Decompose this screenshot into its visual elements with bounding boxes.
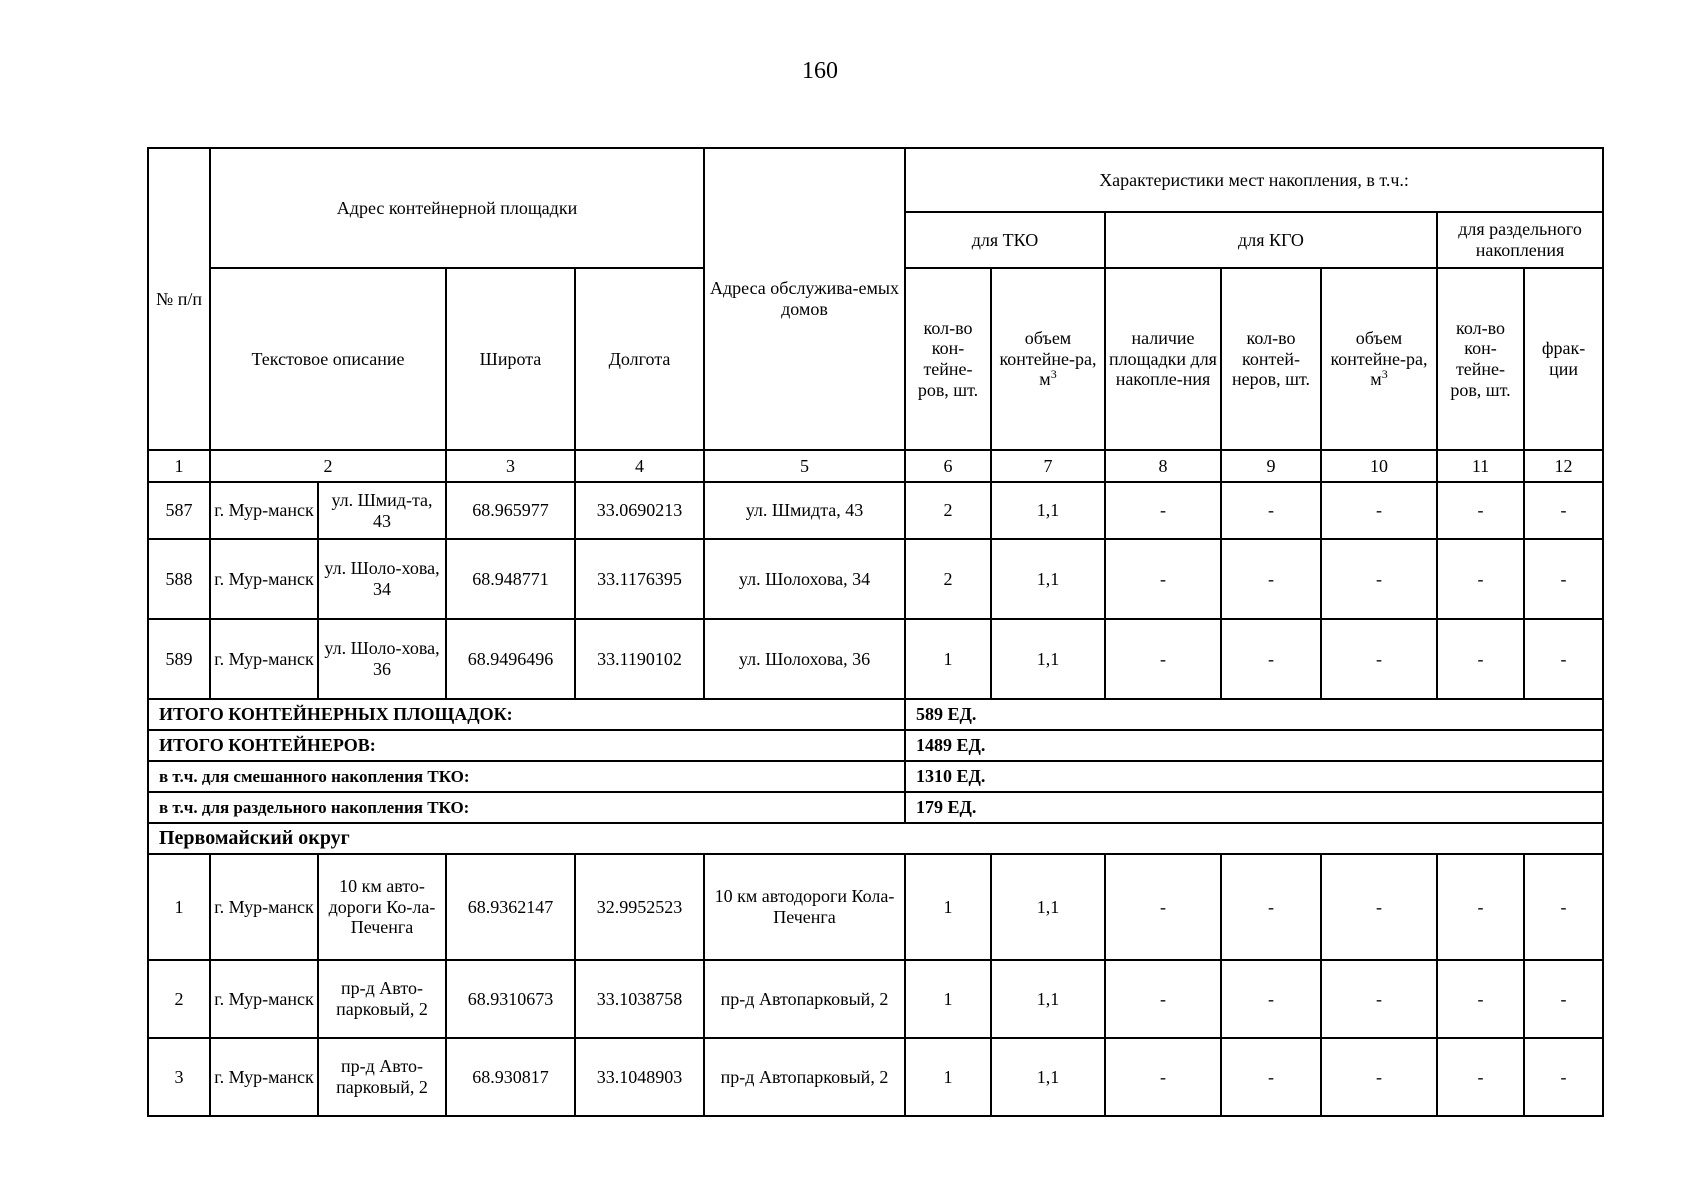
row-c6: 1 bbox=[905, 619, 991, 699]
row-city: г. Мур-манск bbox=[210, 960, 318, 1038]
row-c11: - bbox=[1437, 539, 1524, 619]
row-served: ул. Шмидта, 43 bbox=[704, 482, 905, 539]
row-c8: - bbox=[1105, 482, 1221, 539]
row-c12: - bbox=[1524, 854, 1603, 960]
header-col7 bbox=[991, 268, 1105, 450]
row-c7: 1,1 bbox=[991, 482, 1105, 539]
header-col10 bbox=[1321, 268, 1437, 450]
row-served: ул. Шолохова, 36 bbox=[704, 619, 905, 699]
row-c8: - bbox=[1105, 619, 1221, 699]
row-c6: 2 bbox=[905, 539, 991, 619]
header-kgo: для КГО bbox=[1105, 212, 1437, 268]
row-street: пр-д Авто-парковый, 2 bbox=[318, 1038, 446, 1116]
header-served-label: Адреса обслужива-емых домов bbox=[710, 278, 899, 319]
row-c11: - bbox=[1437, 960, 1524, 1038]
row-c10: - bbox=[1321, 482, 1437, 539]
index-cell: 4 bbox=[575, 450, 704, 482]
row-number: 588 bbox=[148, 539, 210, 619]
row-served: ул. Шолохова, 34 bbox=[704, 539, 905, 619]
row-c7: 1,1 bbox=[991, 539, 1105, 619]
total-value: 589 ЕД. bbox=[905, 699, 1603, 730]
row-city: г. Мур-манск bbox=[210, 482, 318, 539]
row-served: пр-д Автопарковый, 2 bbox=[704, 1038, 905, 1116]
row-c12: - bbox=[1524, 482, 1603, 539]
row-c7: 1,1 bbox=[991, 854, 1105, 960]
row-c9: - bbox=[1221, 960, 1321, 1038]
header-longitude: Долгота bbox=[575, 268, 704, 450]
index-cell: 6 bbox=[905, 450, 991, 482]
header-text-description: Текстовое описание bbox=[210, 268, 446, 450]
row-c8: - bbox=[1105, 539, 1221, 619]
row-number: 589 bbox=[148, 619, 210, 699]
row-served: 10 км автодороги Кола-Печенга bbox=[704, 854, 905, 960]
row-c12: - bbox=[1524, 1038, 1603, 1116]
table-row bbox=[148, 619, 1603, 699]
section-title: Первомайский округ bbox=[148, 823, 1603, 854]
row-c8: - bbox=[1105, 854, 1221, 960]
index-cell: 7 bbox=[991, 450, 1105, 482]
header-col7-sup: 3 bbox=[1050, 367, 1057, 382]
index-cell: 9 bbox=[1221, 450, 1321, 482]
row-c11: - bbox=[1437, 1038, 1524, 1116]
section-row bbox=[148, 823, 1603, 854]
column-index-row bbox=[148, 450, 1603, 482]
row-longitude: 32.9952523 bbox=[575, 854, 704, 960]
total-value: 1489 ЕД. bbox=[905, 730, 1603, 761]
table-row bbox=[148, 960, 1603, 1038]
row-c12: - bbox=[1524, 619, 1603, 699]
row-c9: - bbox=[1221, 854, 1321, 960]
index-cell: 5 bbox=[704, 450, 905, 482]
header-col7-text: объем контейне-ра, м bbox=[999, 327, 1097, 390]
row-latitude: 68.9310673 bbox=[446, 960, 575, 1038]
row-city: г. Мур-манск bbox=[210, 619, 318, 699]
row-c6: 1 bbox=[905, 1038, 991, 1116]
row-c9: - bbox=[1221, 482, 1321, 539]
row-c10: - bbox=[1321, 854, 1437, 960]
row-latitude: 68.948771 bbox=[446, 539, 575, 619]
total-label: ИТОГО КОНТЕЙНЕРНЫХ ПЛОЩАДОК: bbox=[148, 699, 905, 730]
row-c7: 1,1 bbox=[991, 619, 1105, 699]
row-c9: - bbox=[1221, 1038, 1321, 1116]
row-street: ул. Шмид-та, 43 bbox=[318, 482, 446, 539]
table-row bbox=[148, 1038, 1603, 1116]
row-longitude: 33.1038758 bbox=[575, 960, 704, 1038]
row-c9: - bbox=[1221, 539, 1321, 619]
index-cell: 2 bbox=[210, 450, 446, 482]
row-c12: - bbox=[1524, 539, 1603, 619]
header-col11: кол-во кон-тейне-ров, шт. bbox=[1437, 268, 1524, 450]
row-latitude: 68.9362147 bbox=[446, 854, 575, 960]
row-city: г. Мур-манск bbox=[210, 854, 318, 960]
total-label: ИТОГО КОНТЕЙНЕРОВ: bbox=[148, 730, 905, 761]
header-col12: фрак-ции bbox=[1524, 268, 1603, 450]
row-longitude: 33.1190102 bbox=[575, 619, 704, 699]
row-c12: - bbox=[1524, 960, 1603, 1038]
index-cell: 1 bbox=[148, 450, 210, 482]
total-row bbox=[148, 761, 1603, 792]
row-c10: - bbox=[1321, 1038, 1437, 1116]
header-col8: наличие площадки для накопле-ния bbox=[1105, 268, 1221, 450]
row-c7: 1,1 bbox=[991, 1038, 1105, 1116]
header-col10-text: объем контейне-ра, м bbox=[1330, 327, 1428, 390]
row-served: пр-д Автопарковый, 2 bbox=[704, 960, 905, 1038]
row-c10: - bbox=[1321, 619, 1437, 699]
row-c11: - bbox=[1437, 619, 1524, 699]
row-c8: - bbox=[1105, 1038, 1221, 1116]
row-street: пр-д Авто-парковый, 2 bbox=[318, 960, 446, 1038]
row-latitude: 68.930817 bbox=[446, 1038, 575, 1116]
total-row bbox=[148, 699, 1603, 730]
header-separate: для раздельного накопления bbox=[1437, 212, 1603, 268]
header-tko: для ТКО bbox=[905, 212, 1105, 268]
header-served-addresses bbox=[704, 148, 905, 450]
row-c11: - bbox=[1437, 854, 1524, 960]
row-c8: - bbox=[1105, 960, 1221, 1038]
row-c6: 2 bbox=[905, 482, 991, 539]
header-address: Адрес контейнерной площадки bbox=[210, 148, 704, 268]
index-cell: 10 bbox=[1321, 450, 1437, 482]
index-cell: 11 bbox=[1437, 450, 1524, 482]
row-number: 3 bbox=[148, 1038, 210, 1116]
table-row bbox=[148, 482, 1603, 539]
row-c7: 1,1 bbox=[991, 960, 1105, 1038]
index-cell: 8 bbox=[1105, 450, 1221, 482]
row-c9: - bbox=[1221, 619, 1321, 699]
total-row bbox=[148, 730, 1603, 761]
header-num: № п/п bbox=[148, 148, 210, 450]
header-col10-sup: 3 bbox=[1381, 367, 1388, 382]
total-value: 179 ЕД. bbox=[905, 792, 1603, 823]
row-c10: - bbox=[1321, 960, 1437, 1038]
row-number: 587 bbox=[148, 482, 210, 539]
header-col6: кол-во кон-тейне-ров, шт. bbox=[905, 268, 991, 450]
total-label: в т.ч. для раздельного накопления ТКО: bbox=[148, 792, 905, 823]
total-label: в т.ч. для смешанного накопления ТКО: bbox=[148, 761, 905, 792]
row-street: ул. Шоло-хова, 34 bbox=[318, 539, 446, 619]
row-street: ул. Шоло-хова, 36 bbox=[318, 619, 446, 699]
row-number: 1 bbox=[148, 854, 210, 960]
row-latitude: 68.9496496 bbox=[446, 619, 575, 699]
table-row bbox=[148, 539, 1603, 619]
index-cell: 3 bbox=[446, 450, 575, 482]
header-characteristics: Характеристики мест накопления, в т.ч.: bbox=[905, 148, 1603, 212]
row-longitude: 33.1176395 bbox=[575, 539, 704, 619]
total-value: 1310 ЕД. bbox=[905, 761, 1603, 792]
row-number: 2 bbox=[148, 960, 210, 1038]
row-city: г. Мур-манск bbox=[210, 1038, 318, 1116]
header-latitude: Широта bbox=[446, 268, 575, 450]
row-street: 10 км авто-дороги Ко-ла-Печенга bbox=[318, 854, 446, 960]
row-city: г. Мур-манск bbox=[210, 539, 318, 619]
row-longitude: 33.1048903 bbox=[575, 1038, 704, 1116]
index-cell: 12 bbox=[1524, 450, 1603, 482]
row-longitude: 33.0690213 bbox=[575, 482, 704, 539]
container-sites-table bbox=[147, 147, 1604, 1117]
header-col9: кол-во контей-неров, шт. bbox=[1221, 268, 1321, 450]
row-c10: - bbox=[1321, 539, 1437, 619]
page-number: 160 bbox=[802, 58, 838, 84]
row-latitude: 68.965977 bbox=[446, 482, 575, 539]
table-row bbox=[148, 854, 1603, 960]
row-c11: - bbox=[1437, 482, 1524, 539]
row-c6: 1 bbox=[905, 854, 991, 960]
total-row bbox=[148, 792, 1603, 823]
row-c6: 1 bbox=[905, 960, 991, 1038]
